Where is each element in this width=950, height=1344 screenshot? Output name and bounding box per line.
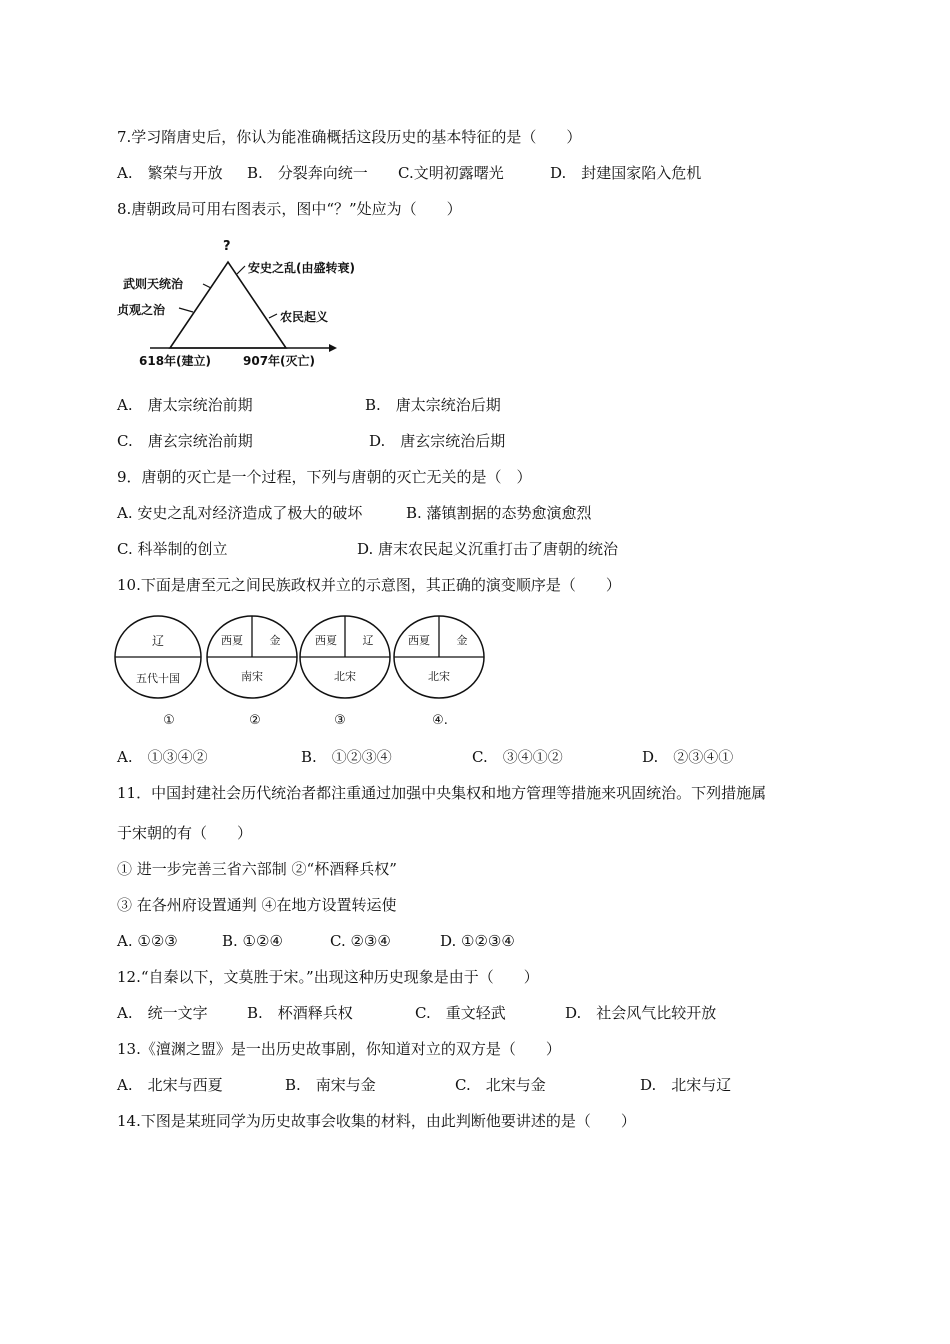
q11-stem-line1: 11．中国封建社会历代统治者都注重通过加强中央集权和地方管理等措施来巩固统治。下列措施属 [117, 784, 767, 802]
circle-3-label: ③ [334, 713, 346, 728]
q7-option-b: B. 分裂奔向统一 [247, 164, 368, 182]
circle-4-top-right: 金 [456, 634, 468, 647]
timeline-arrowhead [329, 344, 337, 352]
pointer-right-lower [269, 314, 277, 318]
q13-option-a: A. 北宋与西夏 [117, 1076, 223, 1094]
circle-1-top: 辽 [151, 634, 165, 648]
circle-1-label: ① [163, 713, 175, 728]
diagram-right-lower: 农民起义 [280, 310, 329, 324]
q10-option-d: D. ②③④① [642, 748, 734, 766]
circle-4 [394, 616, 484, 728]
q11-option-b: B. ①②④ [222, 932, 283, 950]
q12-stem: 12.“自秦以下，文莫胜于宋。”出现这种历史现象是由于（ ） [117, 968, 539, 986]
q12-option-c: C. 重文轻武 [415, 1004, 506, 1022]
q11-option-d: D. ①②③④ [440, 932, 515, 950]
q11-option-c: C. ②③④ [330, 932, 391, 950]
q10-stem: 10.下面是唐至元之间民族政权并立的示意图，其正确的演变顺序是（ ） [117, 576, 621, 594]
q8-stem: 8.唐朝政局可用右图表示，图中“？”处应为（ ） [117, 200, 462, 218]
diagram-left-lower: 贞观之治 [117, 303, 166, 317]
q14-stem: 14.下图是某班同学为历史故事会收集的材料，由此判断他要讲述的是（ ） [117, 1112, 636, 1130]
q11-items-line1: ① 进一步完善三省六部制 ②“杯酒释兵权” [117, 860, 397, 878]
q8-option-a: A. 唐太宗统治前期 [117, 396, 253, 414]
circle-3-bottom: 北宋 [334, 670, 356, 683]
q12-option-a: A. 统一文字 [117, 1004, 208, 1022]
q12-option-b: B. 杯酒释兵权 [247, 1004, 353, 1022]
circle-1-bottom: 五代十国 [136, 672, 180, 685]
circle-2-top-right: 金 [269, 634, 281, 647]
q11-items-line2: ③ 在各州府设置通判 ④在地方设置转运使 [117, 896, 397, 914]
circle-3-top-right: 辽 [362, 634, 374, 647]
q11-option-a: A. ①②③ [117, 932, 178, 950]
circle-1 [115, 616, 201, 728]
q9-option-b: B. 藩镇割据的态势愈演愈烈 [406, 504, 592, 522]
q12-option-d: D. 社会风气比较开放 [565, 1004, 717, 1022]
q13-option-b: B. 南宋与金 [285, 1076, 376, 1094]
q9-stem: 9．唐朝的灭亡是一个过程，下列与唐朝的灭亡无关的是（ ） [117, 468, 532, 486]
pointer-right-upper [237, 266, 245, 274]
circle-3-top-left: 西夏 [315, 634, 337, 647]
circle-4-bottom: 北宋 [428, 670, 450, 683]
q11-stem-line2: 于宋朝的有（ ） [117, 824, 253, 842]
q10-option-b: B. ①②③④ [301, 748, 392, 766]
circle-2-bottom: 南宋 [241, 670, 263, 683]
q13-option-c: C. 北宋与金 [455, 1076, 546, 1094]
circle-4-label: ④. [432, 713, 448, 728]
q7-option-a: A. 繁荣与开放 [117, 164, 223, 182]
q8-option-b: B. 唐太宗统治后期 [365, 396, 501, 414]
diagram-left-upper: 武则天统治 [123, 277, 184, 291]
diagram-end: 907年(灭亡) [243, 354, 316, 368]
q8-option-c: C. 唐玄宗统治前期 [117, 432, 253, 450]
q10-option-a: A. ①③④② [117, 748, 208, 766]
diagram-right-upper: 安史之乱(由盛转衰) [248, 261, 355, 275]
q9-option-c: C. 科举制的创立 [117, 540, 228, 558]
q7-stem: 7.学习隋唐史后，你认为能准确概括这段历史的基本特征的是（ ） [117, 128, 582, 146]
q13-option-d: D. 北宋与辽 [640, 1076, 732, 1094]
q9-option-d: D. 唐末农民起义沉重打击了唐朝的统治 [357, 540, 619, 558]
diagram-start: 618年(建立) [139, 354, 212, 368]
circle-2 [207, 616, 297, 728]
q8-option-d: D. 唐玄宗统治后期 [369, 432, 506, 450]
q13-stem: 13.《澶渊之盟》是一出历史故事剧，你知道对立的双方是（ ） [117, 1040, 561, 1058]
circle-2-top-left: 西夏 [221, 634, 243, 647]
q9-option-a: A. 安史之乱对经济造成了极大的破坏 [117, 504, 363, 522]
regime-circles-diagram [114, 612, 494, 730]
q7-option-c: C.文明初露曙光 [398, 164, 504, 182]
circle-3 [300, 616, 390, 728]
tang-dynasty-triangle-diagram [117, 232, 387, 372]
diagram-top-question: ? [223, 239, 231, 254]
q10-option-c: C. ③④①② [472, 748, 563, 766]
circle-2-label: ② [249, 713, 261, 728]
pointer-left-lower [179, 308, 193, 312]
q7-option-d: D. 封建国家陷入危机 [550, 164, 702, 182]
pointer-left-upper [203, 284, 211, 288]
circle-4-top-left: 西夏 [408, 634, 430, 647]
